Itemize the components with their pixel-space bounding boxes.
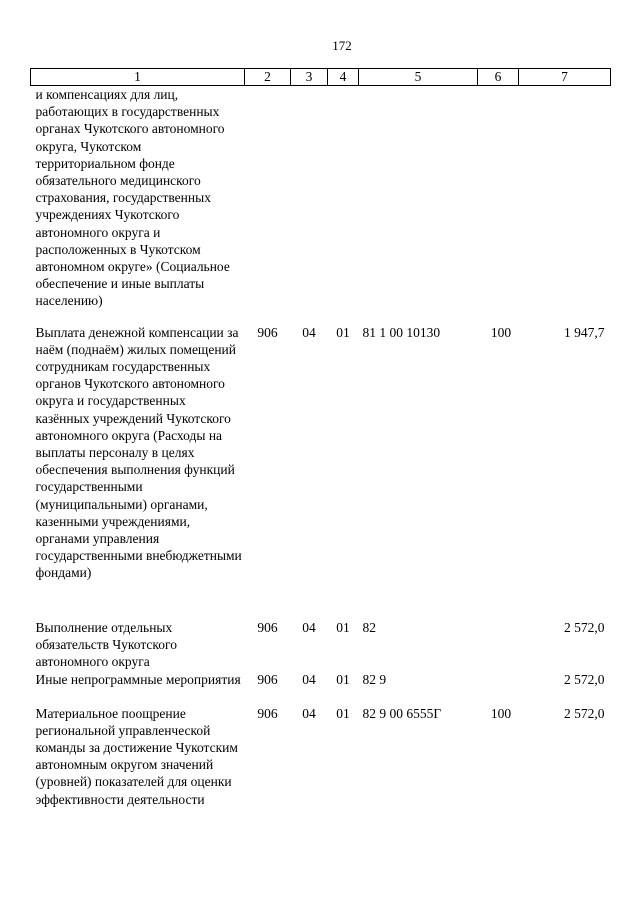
row-expense-type xyxy=(478,619,519,671)
row-section xyxy=(291,86,328,324)
row-name: Выплата денежной компенсации за наём (поднаём) жилых помещений сотрудникам государственных органов Чукотского автономного округа и государственных казённых учреждений Чукотского автономного округа (Расходы на выплаты персоналу в целях обеспечения выполнения функций государственными (муниципальными) органами, казенными учреждениями, органами управления государственными внебюджетными фондами) xyxy=(35,324,242,581)
row-name: Иные непрограммные мероприятия xyxy=(35,671,241,687)
row-grbs: 906 xyxy=(257,705,278,721)
row-target-article: 82 xyxy=(362,619,376,635)
row-amount: 2 572,0 xyxy=(564,671,605,687)
row-grbs: 906 xyxy=(257,619,278,635)
row-name: и компенсациях для лиц, работающих в государственных органах Чукотского автономного округа, Чукотском территориальном фонде обязательного медицинского страхования, государственных учреждениях Чукотского автономного округа и расположенных в Чукотском автономном округе» (Социальное обеспечение и иные выплаты населению) xyxy=(35,87,230,309)
table-row xyxy=(31,324,611,619)
row-subsection: 01 xyxy=(336,324,350,340)
row-subsection: 01 xyxy=(336,671,350,687)
row-section: 04 xyxy=(302,324,316,340)
budget-table xyxy=(30,68,611,808)
row-expense-type xyxy=(478,671,519,705)
row-amount: 2 572,0 xyxy=(564,705,605,721)
row-name: Выполнение отдельных обязательств Чукотского автономного округа xyxy=(35,619,177,669)
row-section: 04 xyxy=(302,705,316,721)
column-header-name: 1 xyxy=(31,69,245,86)
row-subsection xyxy=(328,86,359,324)
row-amount: 2 572,0 xyxy=(564,619,605,635)
table-row xyxy=(31,86,611,324)
column-header-section: 3 xyxy=(291,69,328,86)
row-grbs xyxy=(245,86,291,324)
row-target-article: 82 9 00 6555Г xyxy=(362,705,442,721)
row-target-article: 81 1 00 10130 xyxy=(362,324,441,340)
row-target-article: 82 9 xyxy=(362,671,387,687)
column-header-expense-type: 6 xyxy=(478,69,519,86)
row-subsection: 01 xyxy=(336,705,350,721)
row-amount: 1 947,7 xyxy=(564,324,605,340)
row-name: Материальное поощрение региональной управленческой команды за достижение Чукотским автономным округом значений (уровней) показателей для оценки эффективности деятельности xyxy=(35,705,238,807)
column-header-grbs: 2 xyxy=(245,69,291,86)
column-header-subsection: 4 xyxy=(328,69,359,86)
row-amount xyxy=(519,86,611,324)
row-grbs: 906 xyxy=(257,324,278,340)
row-grbs: 906 xyxy=(257,671,278,687)
row-expense-type: 100 xyxy=(490,705,512,721)
table-row xyxy=(31,671,611,705)
row-section: 04 xyxy=(302,619,316,635)
column-header-amount: 7 xyxy=(519,69,611,86)
row-section: 04 xyxy=(302,671,316,687)
row-expense-type xyxy=(478,86,519,324)
row-target-article xyxy=(359,86,478,324)
page-number: 172 xyxy=(332,38,352,53)
table-header-row xyxy=(31,69,611,86)
column-header-target-article: 5 xyxy=(359,69,478,86)
row-expense-type: 100 xyxy=(490,324,512,340)
table-row xyxy=(31,619,611,671)
table-row xyxy=(31,705,611,808)
row-subsection: 01 xyxy=(336,619,350,635)
